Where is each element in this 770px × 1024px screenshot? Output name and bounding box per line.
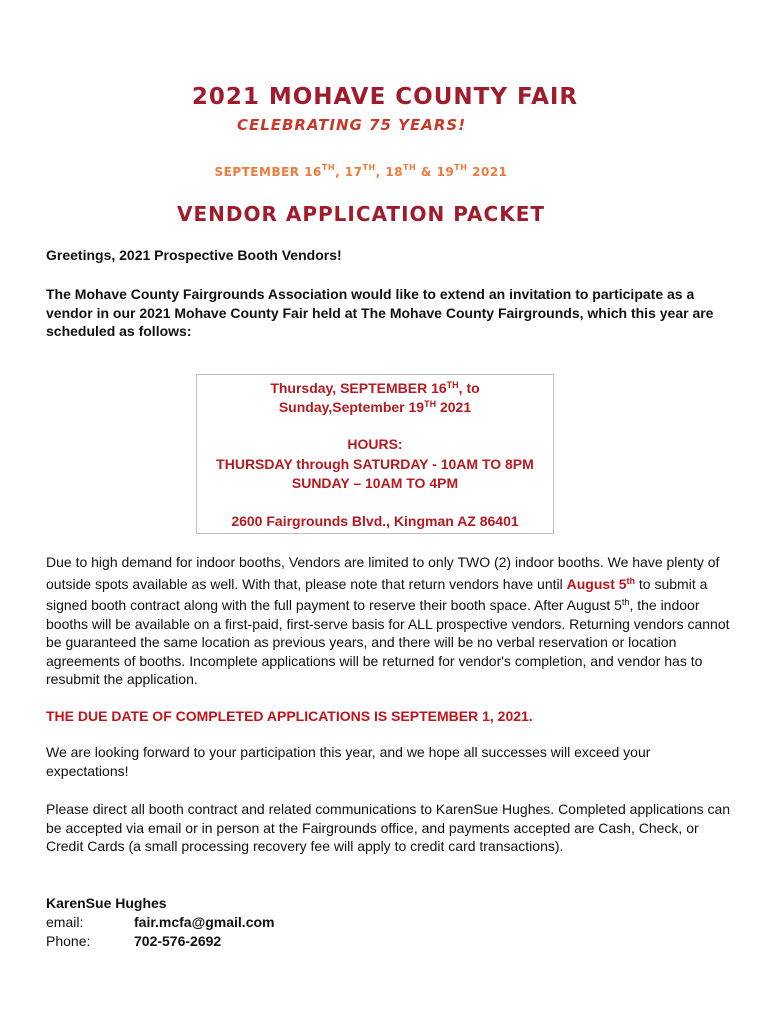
contact-email[interactable]: fair.mcfa@gmail.com <box>134 914 275 930</box>
intro-paragraph: The Mohave County Fairgrounds Association would like to extend an invitation to participate as a vendor in our 2021 Mohave County Fair held at The Mohave County Fairgrounds, which this year are scheduled as follows: <box>46 286 714 339</box>
packet-title: VENDOR APPLICATION PACKET <box>177 202 545 226</box>
forward-paragraph: We are looking forward to your participation this year, and we hope all successes will exceed your expectations! <box>46 744 651 779</box>
hours-sunday: SUNDAY – 10AM TO 4PM <box>291 475 459 491</box>
fair-dates: SEPTEMBER 16TH, 17TH, 18TH & 19TH 2021 <box>214 163 508 179</box>
contact-phone-label: Phone: <box>46 933 91 949</box>
schedule-box <box>196 374 554 534</box>
due-date-notice: THE DUE DATE OF COMPLETED APPLICATIONS IS SEPTEMBER 1, 2021. <box>46 708 533 724</box>
contact-email-label: email: <box>46 914 84 930</box>
schedule-end: Sunday,September 19TH 2021 <box>278 399 472 415</box>
fair-address: 2600 Fairgrounds Blvd., Kingman AZ 86401 <box>231 513 519 529</box>
schedule-start: Thursday, SEPTEMBER 16TH, to <box>270 380 480 396</box>
contact-phone: 702-576-2692 <box>134 933 222 949</box>
direct-paragraph: Please direct all booth contract and related communications to KarenSue Hughes. Completed applications can be accepted via email or in person at the Fairgrounds office, and payments accepted are Cash, Check, or Credit Cards (a small processing recovery fee will apply to credit card transactions). <box>46 801 731 854</box>
hours-label: HOURS: <box>347 436 403 452</box>
deadline-date: August 5th <box>566 575 636 592</box>
fair-title: 2021 MOHAVE COUNTY FAIR <box>191 84 579 110</box>
demand-paragraph: Due to high demand for indoor booths, Vendors are limited to only TWO (2) indoor booths. We have plenty of outside spots available as well. With that, please note that return vendors have until August 5th to submit a signed booth contract along with the full payment to reserve their booth space. After August 5th, the indoor booths will be available on a first-paid, first-serve basis for ALL prospective vendors. Returning vendors cannot be guaranteed the same location as previous years, and there will be no verbal reservation or location agreements of booths. Incomplete applications will be returned for vendor's completion, and vendor has to resubmit the application. <box>46 554 730 687</box>
contact-name: KarenSue Hughes <box>46 895 167 911</box>
hours-weekday: THURSDAY through SATURDAY - 10AM TO 8PM <box>216 456 534 472</box>
greeting: Greetings, 2021 Prospective Booth Vendors! <box>46 247 342 263</box>
fair-subtitle: CELEBRATING 75 YEARS! <box>236 116 467 134</box>
